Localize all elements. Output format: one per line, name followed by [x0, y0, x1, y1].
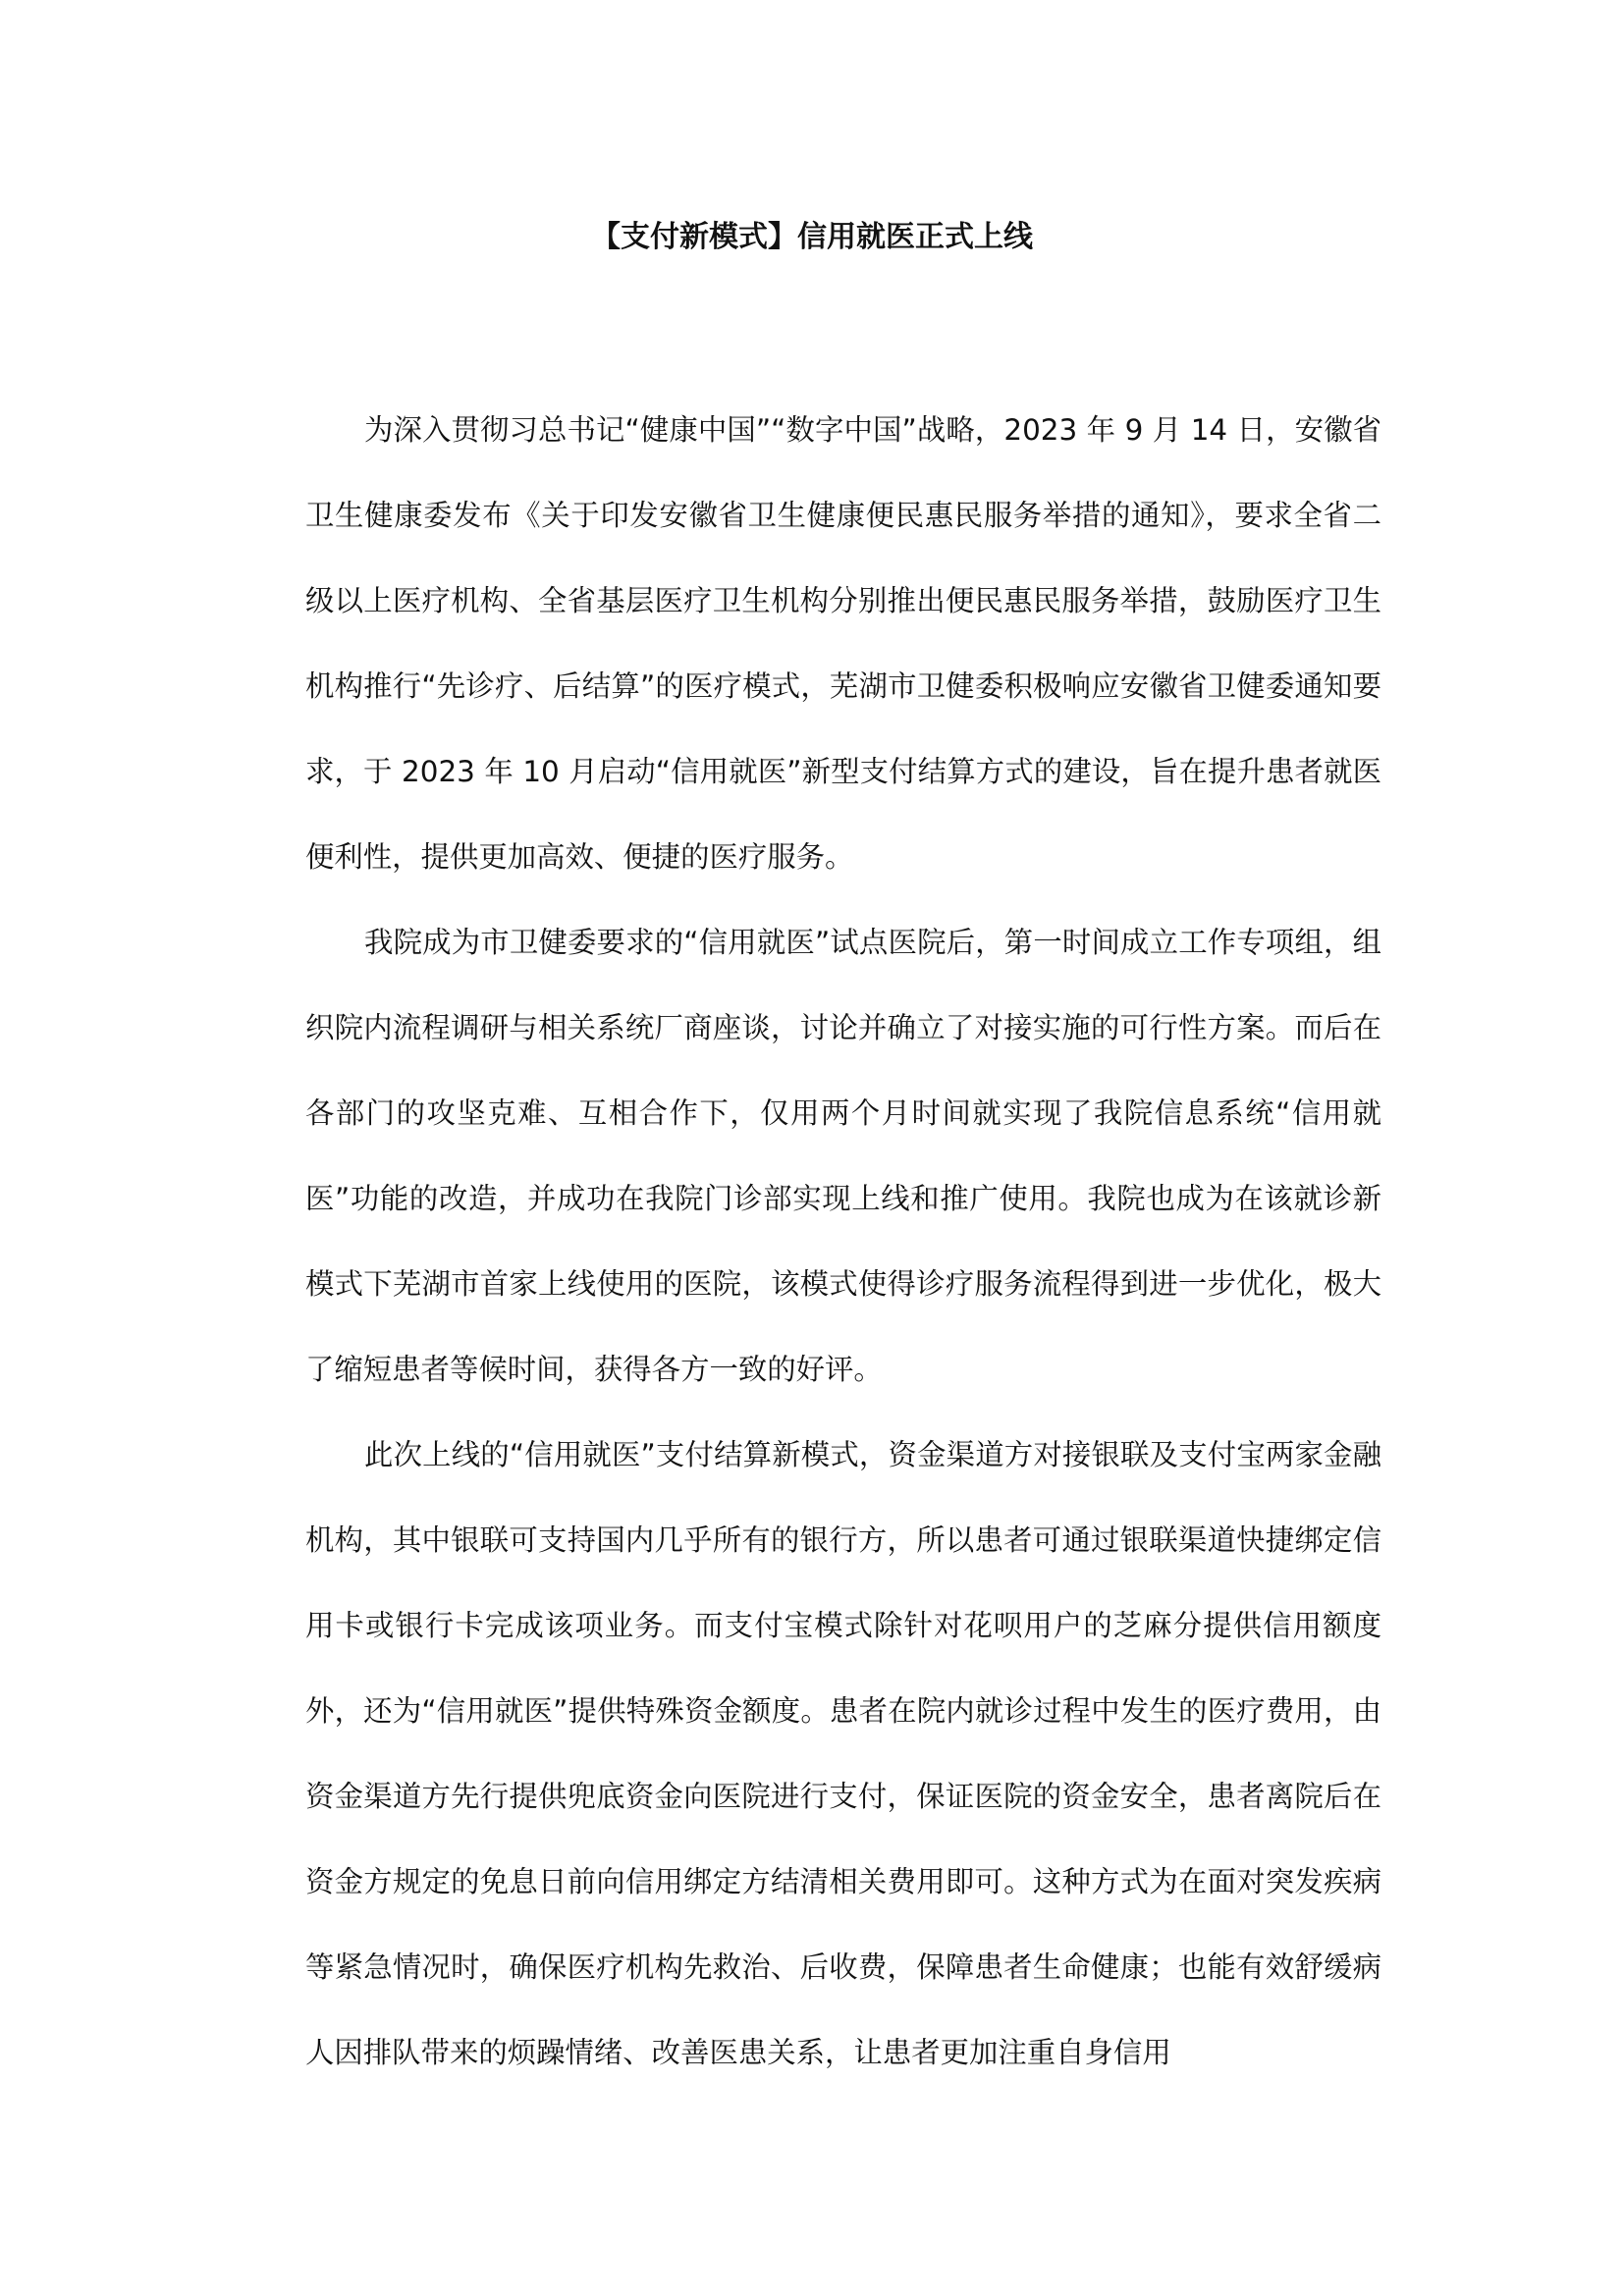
paragraph-1: 为深入贯彻习总书记“健康中国”“数字中国”战略，2023 年 9 月 14 日，安徽省卫生健康委发布《关于印发安徽省卫生健康便民惠民服务举措的通知》，要求全省二级以上医疗机构、全省基层医疗卫生机构分别推出便民惠民服务举措，鼓励医疗卫生机构推行“先诊疗、后结算”的医疗模式，芜湖市卫健委积极响应安徽省卫健委通知要求，于 2023 年 10 月启动“信用就医”新型支付结算方式的建设，旨在提升患者就医便利性，提供更加高效、便捷的医疗服务。	[305, 413, 1381, 874]
paragraph-3: 此次上线的“信用就医”支付结算新模式，资金渠道方对接银联及支付宝两家金融机构，其中银联可支持国内几乎所有的银行方，所以患者可通过银联渠道快捷绑定信用卡或银行卡完成该项业务。而支付宝模式除针对花呗用户的芝麻分提供信用额度外，还为“信用就医”提供特殊资金额度。患者在院内就诊过程中发生的医疗费用，由资金渠道方先行提供兜底资金向医院进行支付，保证医院的资金安全，患者离院后在资金方规定的免息日前向信用绑定方结清相关费用即可。这种方式为在面对突发疾病等紧急情况时，确保医疗机构先救治、后收费，保障患者生命健康；也能有效舒缓病人因排队带来的烦躁情绪、改善医患关系，让患者更加注重自身信用	[305, 1438, 1381, 2069]
paragraph-2: 我院成为市卫健委要求的“信用就医”试点医院后，第一时间成立工作专项组，组织院内流程调研与相关系统厂商座谈，讨论并确立了对接实施的可行性方案。而后在各部门的攻坚克难、互相合作下，仅用两个月时间就实现了我院信息系统“信用就医”功能的改造，并成功在我院门诊部实现上线和推广使用。我院也成为在该就诊新模式下芜湖市首家上线使用的医院，该模式使得诊疗服务流程得到进一步优化，极大了缩短患者等候时间，获得各方一致的好评。	[305, 926, 1381, 1386]
document-title: 【支付新模式】信用就医正式上线	[591, 220, 1033, 254]
document-body	[305, 388, 1381, 2096]
